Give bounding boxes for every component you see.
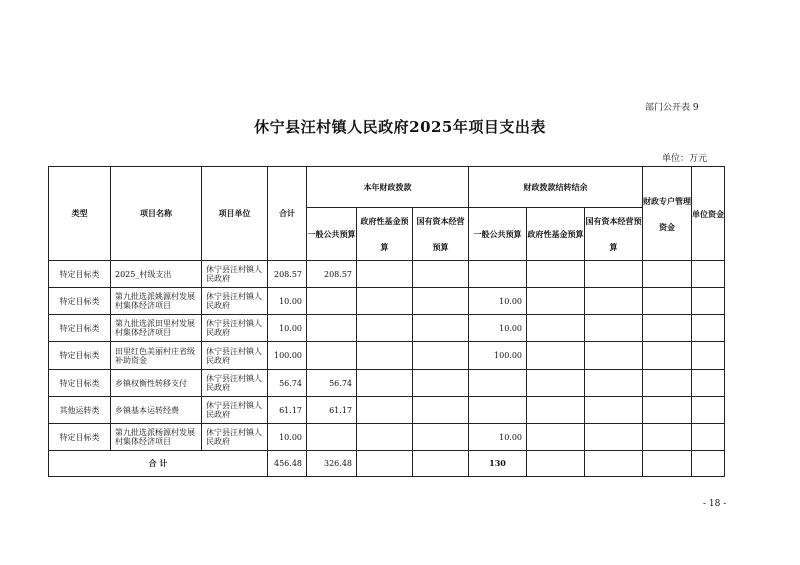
header-state-capital-budget: 国有资本经营预算: [413, 208, 469, 261]
row-general-public: 61.17: [307, 397, 357, 424]
row-project-name: 第九批选派杨源村发展村集体经济项目: [111, 424, 202, 451]
header-unit-funds: 单位资金: [692, 167, 725, 261]
row-total: 10.00: [268, 424, 307, 451]
row-general-public: 56.74: [307, 370, 357, 397]
row-carry-general-public: [469, 397, 527, 424]
page-number: - 18 -: [703, 499, 727, 509]
row-carry-general-public: 10.00: [469, 315, 527, 342]
header-carry-general-public-budget: 一般公共预算: [469, 208, 527, 261]
row-project-name: 田里红色美丽村庄省级补助资金: [111, 342, 202, 370]
row-total: 100.00: [268, 342, 307, 370]
row-carry-general-public: [469, 370, 527, 397]
total-label: 合 计: [49, 451, 268, 477]
row-total: 10.00: [268, 288, 307, 315]
row-project-name: 2025_村级支出: [111, 261, 202, 288]
row-carry-general-public: 100.00: [469, 342, 527, 370]
total-amount: 456.48: [268, 451, 307, 477]
row-type: 特定目标类: [49, 342, 111, 370]
header-total: 合计: [268, 167, 307, 261]
row-general-public: [307, 288, 357, 315]
row-project-name: 乡镇基本运转经费: [111, 397, 202, 424]
row-project-unit: 休宁县汪村镇人民政府: [202, 370, 268, 397]
row-general-public: 208.57: [307, 261, 357, 288]
row-carry-general-public: 10.00: [469, 424, 527, 451]
header-carry-state-capital-budget: 国有资本经营预算: [585, 208, 643, 261]
row-type: 其他运转类: [49, 397, 111, 424]
total-row: [49, 451, 725, 477]
header-current-year-group: 本年财政拨款: [307, 167, 469, 208]
table-row: [49, 397, 725, 424]
row-project-name: 乡镇权衡性转移支付: [111, 370, 202, 397]
table-row: [49, 370, 725, 397]
header-project-unit: 项目单位: [202, 167, 268, 261]
row-carry-general-public: 10.00: [469, 288, 527, 315]
row-type: 特定目标类: [49, 424, 111, 451]
row-general-public: [307, 315, 357, 342]
row-type: 特定目标类: [49, 261, 111, 288]
row-general-public: [307, 342, 357, 370]
row-project-unit: 休宁县汪村镇人民政府: [202, 342, 268, 370]
header-general-public-budget: 一般公共预算: [307, 208, 357, 261]
table-row: [49, 288, 725, 315]
row-type: 特定目标类: [49, 315, 111, 342]
table-row: [49, 342, 725, 370]
header-type: 类型: [49, 167, 111, 261]
row-total: 61.17: [268, 397, 307, 424]
row-general-public: [307, 424, 357, 451]
row-total: 56.74: [268, 370, 307, 397]
header-special-account: 财政专户管理资金: [643, 167, 692, 261]
header-gov-fund-budget: 政府性基金预算: [357, 208, 413, 261]
row-project-name: 第九批选派田里村发展村集体经济项目: [111, 315, 202, 342]
row-carry-general-public: [469, 261, 527, 288]
header-project-name: 项目名称: [111, 167, 202, 261]
row-project-unit: 休宁县汪村镇人民政府: [202, 424, 268, 451]
total-general-public: 326.48: [307, 451, 357, 477]
page-title: 休宁县汪村镇人民政府2025年项目支出表: [254, 118, 546, 136]
total-carry-general-public: 130: [469, 451, 527, 477]
unit-label: 单位：万元: [662, 154, 708, 164]
table-row: [49, 424, 725, 451]
row-project-unit: 休宁县汪村镇人民政府: [202, 288, 268, 315]
row-project-name: 第九批选派姚源村发展村集体经济项目: [111, 288, 202, 315]
row-project-unit: 休宁县汪村镇人民政府: [202, 397, 268, 424]
header-carry-gov-fund-budget: 政府性基金预算: [527, 208, 585, 261]
row-project-unit: 休宁县汪村镇人民政府: [202, 261, 268, 288]
project-expenditure-table: [48, 166, 725, 477]
row-type: 特定目标类: [49, 370, 111, 397]
row-total: 10.00: [268, 315, 307, 342]
row-type: 特定目标类: [49, 288, 111, 315]
row-project-unit: 休宁县汪村镇人民政府: [202, 315, 268, 342]
table-row: [49, 315, 725, 342]
header-carryover-group: 财政拨款结转结余: [469, 167, 643, 208]
form-number: 部门公开表 9: [645, 103, 699, 113]
row-total: 208.57: [268, 261, 307, 288]
table-row: [49, 261, 725, 288]
